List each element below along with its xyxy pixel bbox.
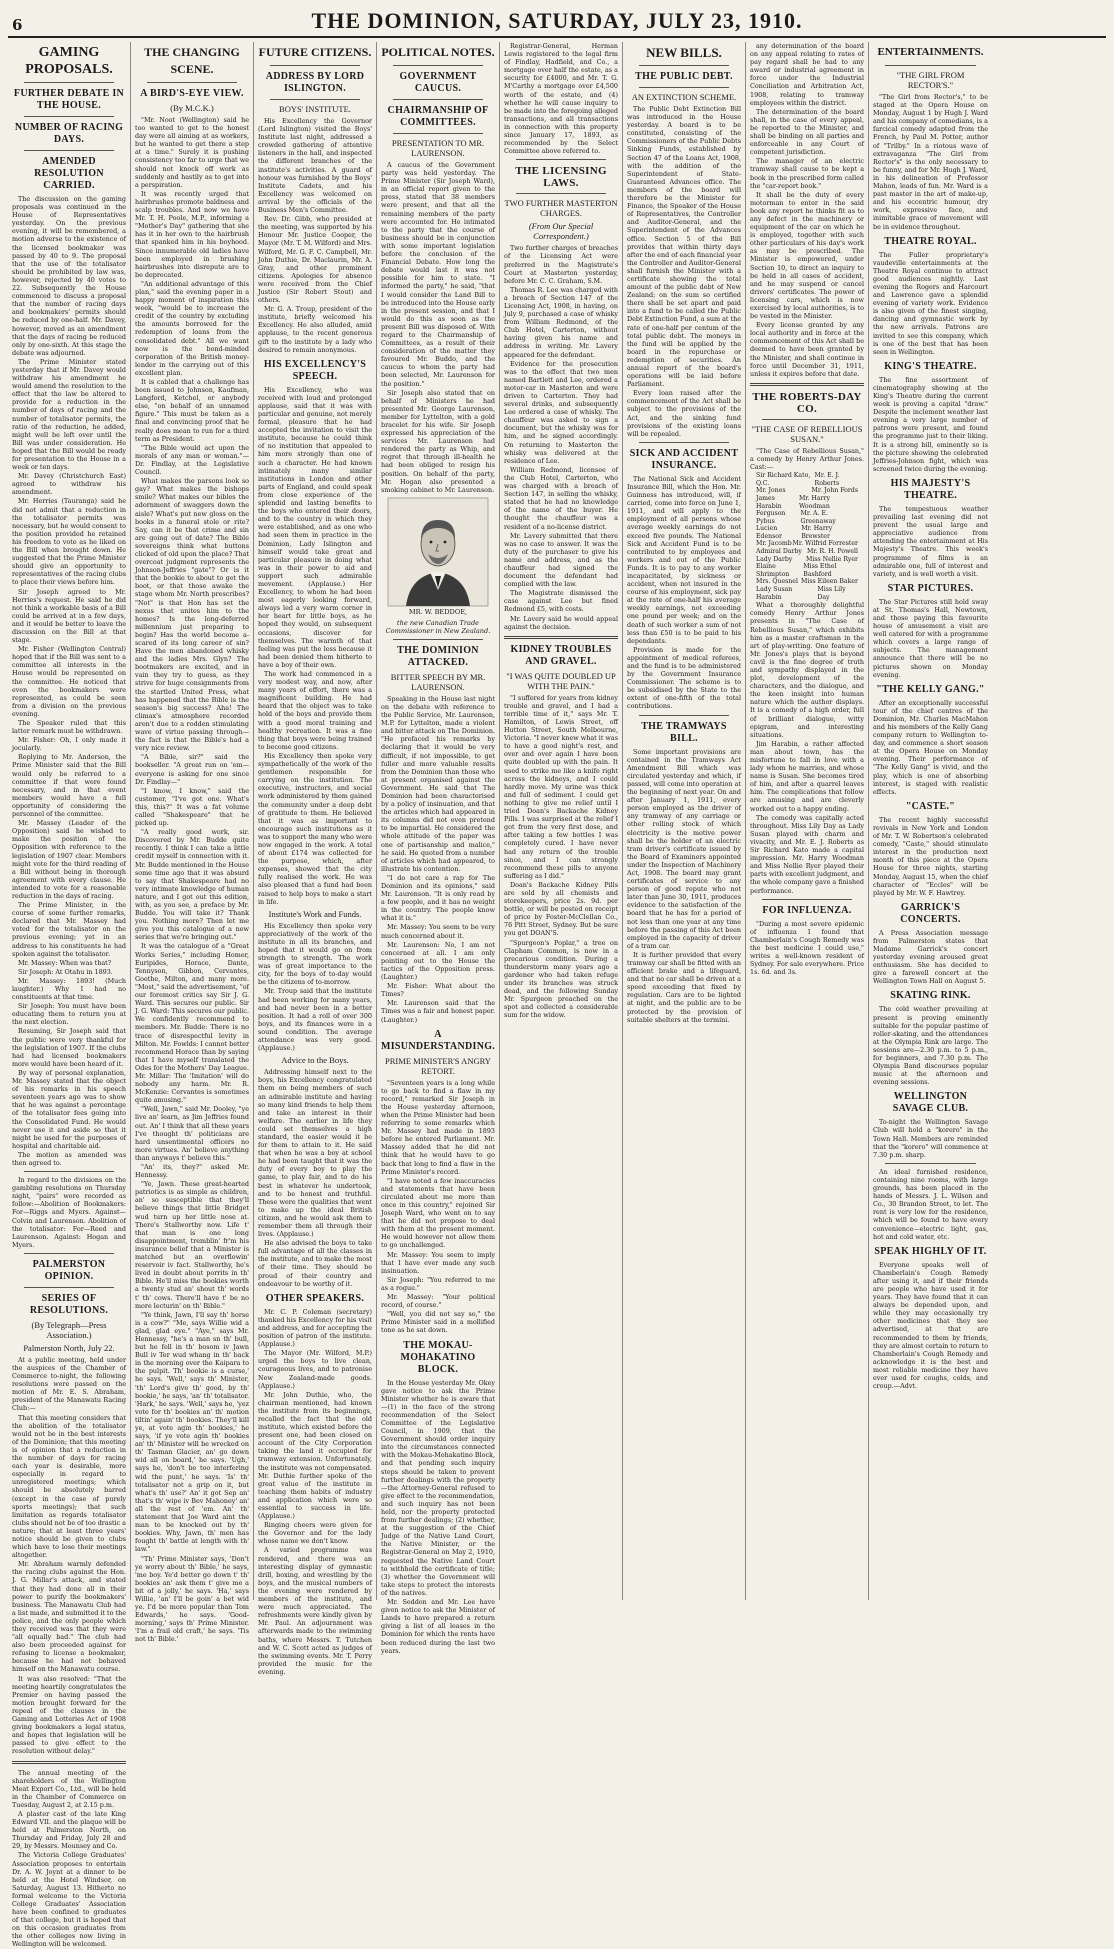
paragraph: Every license granted by any local authority and in force at the commencement of this Act shall be deemed to have been granted by the Minister, and shall continue in force until December 31, 1911, unless it expires before that date. [750,321,864,378]
article-body [873,699,988,796]
dateline: (By Telegraph—Press Association.) [31,1319,107,1340]
article-body [873,376,988,473]
subheading: BOYS' INSTITUTE. [279,104,351,114]
article-body [381,1379,495,1655]
article-body [627,748,741,1024]
paragraph: any determination of the board on any appeal relating to rates of pay regard shall be had to any award or industrial agreement in force under the Industrial Conciliation and Arbitration Act, 1908, relating to tramway employees within the district. [750,42,864,107]
subheading: AN EXTINCTION SCHEME. [631,92,737,102]
paragraph: Mr. Massey (Leader of the Opposition) said he wished to make the position of the Opposition with reference to the legislation of 1907 clear. Members might vote for the third reading of a Bill without being in thorough agreement with every clause. He intended to vote for a reasonable reduction in the days of racing. [12,819,126,900]
cast-role: Mr. Jones [756,487,786,495]
subheading: AMENDED RESOLUTION CARRIED. [34,156,104,191]
article-body [873,93,988,231]
cast-row [756,540,858,548]
paragraph: The recent highly successful revivals in New York and London of Mr. T. W. Robertson's celebrated comedy, "Caste," should stimulate interest in the production next month of this piece at the Opera House for three nights, starting Monday, August 15, when the chief character of "Eccles" will be played by Mr. W. F. Hawtrey. [873,815,988,897]
subheading: THE MOKAU-MOHAKATINO BLOCK. [400,1339,476,1375]
paragraph: Every loan raised after the commencement of the Act shall be subject to the provisions of the Act, and the sinking fund provisions of the existing loans will be repealed. [627,389,741,438]
headline: FUTURE CITIZENS. [258,45,372,59]
subheading: FURTHER DEBATE IN THE HOUSE. [13,88,125,111]
article-body [12,1356,126,1756]
paragraph: Sir Joseph: You must have been educating them to return you at the next election. [12,1002,126,1027]
paragraph: The Star Pictures still hold sway at St. Thomas's Hall, Newtown, and those paying this favourite house of amusement a visit are well catered for with a programme which covers a large range of subjects. The management announce that there will be no pictures shown on Monday evening. [873,597,988,679]
headline: THE CHANGING SCENE. [144,45,240,76]
paragraph: In the House yesterday Mr. Okey gave notice to ask the Prime Minister whether he is aware that—(1) in the face of the strong recommendation of the Select Committee of the Legislative Council, in 1909, that the Government should order inquiry into the circumstances connected with the Mokau-Mohakatino Block, and that pending such inquiry steps should be taken to prevent further dealings with the property—the Attorney-General refused to give effect to the recommendation, and such inquiry has not been held, nor the property protected from further dealings; (2) whether, at the suggestion of the Chief Judge of the Native Land Court, the Native Minister, or the Registrar-General on May 2, 1910, requested the Native Land Court to withhold the certificate of title; (3) whether the Government will take steps to protect the interests of the natives. [381,1378,495,1597]
cast-list [756,472,858,601]
subheading: KIDNEY TROUBLES AND GRAVEL. [510,643,612,667]
cast-actor: Mr. R. H. Powell [806,548,858,556]
article-body [381,695,495,1024]
paragraph: The Victoria College Graduates' Association proposes to entertain Dr. A. W. Joynt at a dinner to be held at the Hotel Windsor, on Saturday, August 13. Hitherto no formal welcome to the Victoria College Graduates' Association have been confined to graduates of that college, but it is hoped that on this occasion graduates from the other colleges now living in Wellington will be welcomed. [12,1851,126,1949]
article-body [873,505,988,578]
cast-actor: Miss Nellie Ryer [806,555,858,563]
paragraph: "Ye think, Jawn, I'll say th' horse is a cow?" "Me, says Willie wid a glad, glad eye." "Aye," says Mr. Hennessy, "he's a man sn th' bull, but he fell in th' bosom iv Jawn Bull iv Ter wud whang in th' back in the morning over the Kaipara to the pulpit. Th' bookie is a curse,' he says. 'Well,' says th' Minister, 'th' Lord's give th' good, by th' bookie,' he says, 'an' th' totalisator. 'Hark,' he says. 'Well,' says he, 'yez vote for th' bookies an' th' motion tiltin' again' th' bookies. They'll kill ye, at vote agin th' bookies,' he says, 'if ye vote agin th' bookies an' th' Minister will be wrecked on th' Tasman Glacier, an' go down wid all on board,' he says. 'Ugh,' says he, 'don't be too interfering wid the punt,' he says. 'Is' th' totalisator not a grip on it, but what's th' use?' An' it got Sep an' that's th' wipe iv Bev Mahoney' an' all the rest of 'em. An' th' statement that Joe Ward aint the man to be knocked out by th' bookies. Why, Jawn, th' men has fought th' battle at length with th' law." [135,1310,249,1554]
paragraph: "Well, you did not say so," the Prime Minister said in a mollified tone as he sat down. [381,1310,495,1335]
paragraph: It is cabled that a challenge has been issued to Johnson, Kaufman, Langford, Ketchel, or anybody else, "on behalf of an unnamed figure." This must be taken as a final and convincing proof that he really does mean to run for a third term as President. [135,378,249,443]
paragraph: It was the catalogue of a "Great Works Series," including Homer, Euripides, Horace, Dante, Tennyson, Gibbon, Cervantes, Goethe, Milton, and many more. "Most," said the advertisement, "of our foremost critics say Sir J. G. Ward. This secures our public. Sir J. G. Ward: This secures our public. We confidently recommend to members. Mr. Budde: There is no trace of disrespectful levity in Milton. Mr. Fowlds: I cannot better recommend Horace than by saying that I have myself translated the Odes for the Mothers' Day League. Mr. Millar: The 'Imitation' will do nobody any harm. Mr. R. McKenzie: Cervantes is sometimes quite amusing." [135,942,249,1105]
paragraph: Mr. Abraham warmly defended the racing clubs against the Hon. J. G. Millar's attack, and stated that they had done all in their power to purify the bookmakers' business. The Manawatu Club had a list made, and submitted it to the police, and the only people which they received was that they were "all equally bad." The club had also been proceeded against for refusing to license a bookmaker, because he had not behaved himself on the Manawatu course. [12,1560,126,1674]
subheading: PALMERSTON OPINION. [32,1258,106,1282]
paragraph: Mr. Laurenson: No, I am not concerned at all. I am only pointing out to the House the tactics of the Opposition press. (Laughter.) [381,940,495,982]
subheading: SKATING RINK. [890,990,971,1002]
cast-role: Mrs. Quesnel [756,578,798,586]
article-body [873,816,988,897]
paragraph: Jim Harabin, a rather affected man about town, has the misfortune to fall in love with a lady whom he marries, and whose name is Susan. She becomes tired of him, and after a quarrel leaves him. The complications that follow are amusing and are cleverly worked out to a happy ending. [750,739,864,813]
paragraph: The Prime Minister stated yesterday that if Mr. Davey would withdraw his amendment he would amend the resolution to the effect that the law be altered to provide for a reduction in the number of days of racing and the number of totalisator permits, the ratio of the reduction, he added, might well be left over until the Bill was under consideration. He hoped that the Bill would be ready for presentation to the House in a week or ten days. [12,357,126,472]
cast-actor: Mr. Harry Brewster [801,525,833,540]
paragraph: "I know, I know," said the customer, "I've got one. What's this, this?" It was a fat volume called "Shakespeare" that he picked up. [135,786,249,828]
cast-role: Lady Susan Harabin [756,586,793,601]
newspaper-title: THE DOMINION, SATURDAY, JULY 23, 1910. [311,8,803,33]
paragraph: Mr. Lavery submitted that there was no case to answer. It was the duty of the purchaser to give his name and address, and as the chauffeur had signed the document the defendant had complied with the law. [504,531,618,589]
article-body [258,1068,372,1288]
column-2 [131,42,254,1644]
cast-role: Lady Darby [756,555,793,563]
article-body [627,105,741,438]
paragraph: The determination of the board shall, in the case of every appeal, be reported to the Minister, and shall be binding on all parties and enforceable in any Court of competent jurisdiction. [750,107,864,157]
masthead [8,6,1106,38]
subheading: "I WAS QUITE DOUBLED UP WITH THE PAIN." [506,670,616,691]
paragraph: His Excellency then spoke very appreciatively of the work of the institute in all its branches, and hoped that it would go on from strength to strength. The work was of great importance to the city, for the boys of to-day would be the citizens of to-morrow. [258,921,372,987]
paragraph: "Mr. Noot (Wellington) said he too wanted to get to the honest day were all aiming at as workers, but he wanted to get there a step at a time." Surely it is pushing consistency too far to urge that we should not knock off work as suddenly and hastily as to get into a perspiration. [135,116,249,189]
article-body [627,475,741,711]
subheading: "CASTE." [905,800,956,812]
subheading: Institute's Work and Funds. [268,908,362,919]
cast-role: Lucien Edensor [756,525,782,540]
article-body [750,42,864,378]
article-body [873,1118,988,1158]
paragraph: Mr. Davey (Christchurch East) agreed to withdraw his amendment. [12,472,126,497]
paragraph: Registrar-General, Herman Lewis registered to the legal firm of Findlay, Hadfield, and Co., a mortgage over half the estate, as a security for £4000, and Mr. T. G. M'Carthy a mortgage over £4,500 worth of the estate, and (4) whether he will cause inquiry to be made into the foregoing alleged transactions, and all transactions in connection with this property since January 17, 1893, as recommended by the Select Committee above referred to. [504,42,618,156]
subheading: "THE KELLY GANG." [876,683,985,695]
paragraph: It shall be the duty of every motorman to enter in the said book any report he thinks fit as to any defect in the machinery or equipment of the car on which he is employed, together with such other particulars of his day's work as may be prescribed. The Minister is empowered, under Section 10, to direct an inquiry to be held in all cases of accident, and he may suspend or cancel drivers' certificates. The power of licensing cars, which is now exercised by local authorities, is to be vested in the Minister. [750,190,864,321]
paragraph: Mr. Massey: When was that? [18,958,112,967]
paragraph: Two further charges of breaches of the Licensing Act were preferred in the Magistrate's Court at Masterton yesterday, before Mr. C. C. Graham, S.M. [504,244,618,285]
paragraph: Mr. Fisher: What about the Times? [381,982,495,999]
paragraph: It was also resolved: "That the meeting heartily congratulates the Premier on having passed the motion brought forward for the repeal of the clauses in the Gaming and Lotteries Act of 1908 giving bookmakers a legal status, and hopes that legislation will be passed to give effect to the resolution without delay." [12,1674,126,1756]
subheading: THE ROBERTS-DAY CO. [752,390,862,415]
paragraph: The cold weather prevailing at present is proving eminently suitable for the popular pastime of roller-skating, and the attendances at the Olympia Rink are large. The sessions are—2.30 p.m. to 5 p.m., for beginners, and 7.30 p.m. The Olympia Band discourses popular music at the afternoon and evening sessions. [873,1005,988,1087]
article-body [258,922,372,1053]
article-body [750,601,864,894]
paragraph: An ideal furnished residence, containing nine rooms, with large grounds, has been placed in the hands of Messrs. J. L. Wilson and Co., 30 Brandon Street, to let. The rent is very low for the residence, which will be found to have every convenience—electric light, gas, hot and cold water, etc. [873,1167,988,1241]
cast-actor: Miss Ethel Bashford [803,563,837,578]
paragraph: Sir Joseph: At Otahu in 1893. [18,967,113,976]
paragraph: Provision is made for the appointment of medical referees, and the fund is to be administered by the Government Insurance Commissioner. The scheme is to be subsidised by the State to the extent of one-fifth of the total contributions. [627,645,741,711]
article-body [12,195,126,1167]
column-6 [623,42,746,1600]
paragraph: The annual meeting of the shareholders of the Wellington Meat Export Co., Ltd., will be held in the Chamber of Commerce on Tuesday, August 2, at 2.15 p.m. [12,1768,126,1809]
cast-actor: Mr. E. J. Roberts [814,472,840,487]
dateline: (From Our Special Correspondent.) [528,221,594,242]
paragraph: He also advised the boys to take full advantage of all the classes in the institute, and to make the most of their time. They should be proud of their country and endeavour to be worthy of it. [258,1239,372,1288]
article-body [504,694,618,1020]
cast-row [756,495,858,510]
dateline: Palmerston North, July 22. [23,1342,115,1353]
article-body [873,598,988,679]
paragraph: Evidence for the prosecution was to the effect that two men named Bartlett and Lee, ordered a motor-car in Masterton and were driven to Carterton. They had several drinks, and subsequently Lee ordered a case of whisky. The chauffeur was asked to sign a document, but the whisky was for him, and he signed accordingly. On returning to Masterton the whisky was delivered at the residence of Lee. [504,359,618,465]
paragraph: Mr. C. P. Coleman (secretary) thanked his Excellency for his visit and address, and for accepting the position of patron of the institute. (Applause.) [258,1307,372,1349]
paragraph: Mr. John Duthie, who, the chairman mentioned, had known the institute from its beginnings, recalled the fact that the old institute, which existed before the present one, had been closed on account of the City Corporation taking the land it occupied for tramway extension. Unfortunately, the institute was not compensated. Mr. Duthie further spoke of the great value of the institute in teaching them habits of industry and application which were so essential to success in life. (Applause.) [258,1390,372,1521]
column-7 [746,42,869,1600]
paragraph: Sir Joseph also stated that on behalf of Ministers he had presented Mr. George Laurenson, member for Lyttelton, with a gold bracelet for his wife. Sir Joseph expressed his appreciation of the services Mr. Laurenson had rendered the party as Whip, and regret that through ill-health he had been obliged to resign his position. On behalf of the party, Mr. Hogan also presented a smoking cabinet to Mr. Laurenson. [381,388,495,494]
paragraph: The comedy was capitally acted throughout. Miss Lily Day as Lady Susan played with charm and vivacity, and Mr. E. J. Roberts as Sir Richard Kato made a capital impression. Mr. Harry Woodman and Miss Nellie Ryer played their parts with excellent judgment, and the whole company gave a finished performance. [750,813,864,895]
subheading: NUMBER OF RACING DAYS. [14,122,124,145]
paragraph: A plaster cast of the late King Edward VII. and the plaque will be held at Palmerston North, on Thursday and Friday, July 28 and 29, by Messrs. Mounsey and Co. [12,1809,126,1851]
paragraph: The Fuller proprietary's vaudeville entertainments at the Theatre Royal continue to attract good audiences nightly. Last evening the Rogers and Harcourt and Lawrence gave a splendid evening of variety work. Evidence is also given of the finest singing, dancing and gymnastic work by the new arrivals. Patrons are invited to see this company, which is one of the best that has been seen in Wellington. [873,250,988,356]
article-body [873,929,988,986]
portrait-engraving [388,498,488,606]
paragraph: Mr. Massey: You seem to be very much concerned about it. [381,923,495,940]
subheading: GOVERNMENT CAUCUS. [399,71,477,94]
paragraph: What a thoroughly delightful comedy Henry Arthur Jones presents in "The Case of Rebellious Susan," which exhibits him as a master craftsman in the art of play-writing. One feature of Mr. Jones's plays that is beyond cavil is the fine degree of truth and sympathy displayed in the plot, development of the characters, and the dialogue, and the keen insight into human nature which the author displays. It is a comedy of a high order, full of brilliant dialogue, witty epigram, and interesting situations. [750,601,864,739]
subheading: SPEAK HIGHLY OF IT. [874,1245,987,1257]
article-body [12,1769,126,1949]
article-body [258,1308,372,1676]
column-8 [869,42,992,1600]
subheading: THEATRE ROYAL. [884,235,977,247]
article-body [750,447,864,471]
paragraph: Mr. Troup said that the institute had been working for many years, and had never been in a better position. It had a roll of over 300 boys, and its finances were in a sound condition. The average attendance was very good. (Applause.) [258,987,372,1053]
subheading: STAR PICTURES. [887,582,974,594]
paragraph: The manager of an electric tramway shall cause to be kept a book in the prescribed form called the "car-report book." [750,157,864,190]
paragraph: The tempestuous weather prevailing last evening did not prevent the usual large and appreciative audience from attending the entertainment at His Majesty's Theatre. This week's programme of films is an admirable one, full of interest and variety, and is well worth a visit. [873,504,988,578]
paragraph: Mr. Herries (Tauranga) said he did not admit that a reduction in the totalisator permits was necessary, but he would consent to the position provided he retained his freedom to vote as he liked on the Bill when brought down. He suggested that the Prime Minister should give an opportunity to representatives of the racing clubs to place their views before him. [12,497,126,587]
paragraph: "A Bible, sir?" said the bookseller. "A great run on 'em—everyone is asking for one since Dr. Findlay—" [135,753,249,786]
paragraph: The Prime Minister, in the course of some further remarks, declared that Mr. Massey had voted for the totalisator on the previous evening; yet in an address to his constituents he had spoken against the totalisator. [12,901,126,958]
paragraph: William Redmond, licensee of the Club Hotel, Carterton, who was charged with a breach of Section 147, in selling the whisky, stated that he had no knowledge of the name of the buyer. He thought the chauffeur was a resident of a no-license district. [504,465,618,531]
paragraph: His Excellency, who was received with loud and prolonged applause, said that it was with particular and genuine, not merely formal, pleasure that he had accepted the invitation to visit the institute, because he could think of no institution that appealed to him more strongly than one of such a character. He had known intimately many similar institutions in London and other parts of England, and could speak from close experience of the splendid and lasting benefits to the boys who entered their doors, and to the country in which they were established, and as one who had seen them in practice in the Dominion, Lady Islington and himself would take great and particular pleasure in doing what was in their power to aid and support such admirable movement. (Applause.) Her Excellency, to whom he had been most eagerly looking forward, always led a very warm corner in her heart for little boys, as he hoped they would, on subsequent occasions, discover for themselves. The warmth of that feeling was put the less because it had been denied them hitherto to have a boy of their own. [258,385,372,669]
paragraph: After an exceptionally successful tour of the chief centres of the Dominion, Mr. Charles MacMahon and his members of the Kelly Gang company return to Wellington to-day, and commence a short season at the Opera House on Monday evening. Their performance of "The Kelly Gang" is vivid, and the play, which is one of absorbing interest, is staged with realistic effects. [873,698,988,796]
paragraph: It was recently urged that hairbrushes promote baldness and scalp troubles. And now we have Mr. T. H. Poole, M.P., informing a "Mother's Day" gathering that she has it in her own to the hairbrush that spanked him in his boyhood. Since innumerable old ladies have been employed in brushing hairbrushes into disrepute are to be deprecated. [135,189,249,279]
paragraph: His Excellency the Governor (Lord Islington) visited the Boys' Institute last night, addressed a crowded gathering of attentive listeners in the hall, and inspected the different branches of the institute's activities. A guard of honour was furnished by the Boys' Institute Cadets, and his Excellency was welcomed on arrival by the officials of the Business Men's Committee. [258,117,372,215]
cast-actor: Miss Lily Day [817,586,846,601]
cast-row [756,525,858,540]
column-5 [500,42,623,1600]
cast-role: Mr. Jacomb [756,540,792,548]
cast-actor: Mr. A. E. Greenaway [800,510,836,525]
article-body [258,386,372,906]
paragraph: "The Girl from Rector's," to be staged at the Opera House on Monday, August 1 by Hugh J. Ward and his company of comedians, is a farcical comedy adapted from the French, by Paul M. Potter, author of "Trilby." In a riotous wave of extravaganza "The Girl from Rector's" is the only necessary to be funny, and for Mr. Hugh J. Ward, in his delineation of Professor Mahon, leads of fun. Mr. Ward is a past master in the art of make-up, and his eccentric humour, dry work, expressive face, and inimitable grace of movement will be in evidence throughout. [873,93,988,231]
article-body [873,1005,988,1086]
cast-row [756,472,858,487]
subheading: FOR INFLUENZA. [762,904,852,916]
headline: GAMING PROPOSALS. [25,45,113,77]
cast-row [756,578,858,586]
subheading: "THE CASE OF REBELLIOUS SUSAN." [751,423,863,444]
subheading: SICK AND ACCIDENT INSURANCE. [629,447,739,471]
paragraph: "A really good work, sir. Discovered by Mr. Budde quite recently. I think I can take a little credit myself in connection with it. Mr. Budde mentioned in the House some time ago that it was absurd to say that Shakespeare had no very intimate knowledge of human nature, and I got out this edition, with, as you see, a preface by Mr. Budde. You will take it? Thank you. Nothing more? Then let me give you this catalogue of a new series that we're bringing out." [135,828,249,942]
subheading: TWO FURTHER MASTERTON CHARGES. [504,198,618,219]
cast-row [756,548,858,556]
portrait-caption: MR. W. BEDDOE, [408,607,468,616]
paragraph: Mr. Fisher (Wellington Central) hoped that if the Bill was sent to a committee all interests in the House would be represented on the committee. He noticed that even the bookmakers were represented, as could be seen from a division on the previous evening. [12,645,126,718]
paragraph: The motion as amended was then agreed to. [12,1150,126,1167]
cast-row [756,556,858,564]
paragraph: Thomas R. Lee was charged with a breach of Section 147 of the Licensing Act, 1908, in having, on July 9, purchased a case of whisky from William Redmond, of the Club Hotel, Carterton, without having given his name and address in writing. Mr. Lavery appeared for the defendant. [504,285,618,359]
cast-actor: Mr. Wilfrid Forrester [792,540,858,548]
paragraph: Mr. Massey: You seem to imply that I have ever made any such insinuation. [381,1250,495,1275]
subheading: PRIME MINISTER'S ANGRY RETORT. [385,1055,491,1076]
subheading: SERIES OF RESOLUTIONS. [29,1292,109,1316]
paragraph: The discussion on the gaming proposals was continued in the House of Representatives yesterday. On the previous evening, it will be remembered, a motion adverse to the existence of the licensed bookmaker was passed by 40 to 9. The proposal that the use of the totalisator should be prohibited by law was, however, rejected by 40 votes to 22. Subsequently the House commenced to discuss a proposal that the number of racing days and bookmakers' permits should be reduced by one-half. Mr. Davey, however, moved as an amendment that the days of racing be reduced only by one-sixth. At this stage the debate was adjourned. [12,195,126,357]
subheading: A BIRD'S-EYE VIEW. [140,88,244,99]
paragraph: "Well, Jawn," said Mr. Dooley, "ye live an' learn, as Jim Jeffries found out. An' I think that all these years I've thought th' politicians are hard unsentimental officers no more virtues. An' believe anything than anyways t' believe this." [135,1105,249,1162]
paragraph: A Press Association message from Palmerston states that Madame Garrick's concert yesterday evening aroused great enthusiasm. She has decided to give a farewell concert at the Wellington Town Hall on August 5. [873,928,988,986]
cast-actor: Mr. Harry Woodman [798,494,830,510]
paragraph: The Speaker ruled that this latter remark must be withdrawn. [12,719,126,736]
subheading: GARRICK'S CONCERTS. [900,901,961,925]
paragraph: "I suffered for years from kidney trouble and gravel, and I had a terrible time of it," says Mr. T. Hamilton, of Lewis Street, off Hutton Street, South Melbourne, Victoria. "I never knew what it was to have a good night's rest, and over and over again I have been quite doubled up with the pain. It used to strike me like a knife right across the kidneys, and I could hardly move. My urine was thick and full of sediment. I could get nothing to give me relief until I tried Doan's Backache Kidney Pills. I was surprised at the relief I got from the very first dose, and after taking a few bottles I was completely cured. I have never had any return of the trouble since, and I can strongly recommend these pills to anyone suffering as I did." [504,693,618,880]
cast-row [756,586,858,601]
paragraph: Addressing himself next to the boys, his Excellency congratulated them on being members of such an admirable institute and having so many kind friends to help them and take an interest in their welfare. The earlier in life they could set themselves a high standard, the easier would it be for them to attain to it. He said that when he was a boy at school he had been taught that it was the duty of every boy to play the game, to play fair, and to do his best in whatever he undertook, and to be honest and truthful. These were the qualities that went to make up the ideal British citizen, and he would ask them to remember them all through their lives. (Applause.) [258,1068,372,1239]
subheading: HIS EXCELLENCY'S SPEECH. [263,358,367,382]
paragraph: Mr. Massey: 1893! (Much laughter.) Why I had no constituents at that time. [12,976,126,1002]
portrait-caption-detail: the new Canadian Trade Commissioner in New Zealand. [385,618,491,635]
article-body [12,1176,126,1249]
subheading: PRESENTATION TO MR. LAURENSON. [391,138,485,158]
article-body [873,1168,988,1241]
paragraph: A varied programme was rendered, and there was an interesting display of gymnastic drill, boxing, and wrestling by the boys, and the musical numbers of the evening were rendered by members of the institute, and were much appreciated. The refreshments were kindly given by Mr. Paul. An adjournment was afterwards made to the swimming baths, where Messrs. T. Tutchen and W. C. Scott acted as judges of the swimming events. Mr. T. Perry provided the music for the evening. [258,1546,372,1676]
paragraph: At a public meeting, held under the auspices of the Chamber of Commerce to-night, the following resolutions were passed on the motion of Mr. E. S. Abraham, president of the Manawatu Racing Club:— [12,1355,126,1413]
paragraph: The work had commenced in a very modest way, and now, after many years of effort, there was a magnificent building. He had heard that the object was to take hold of the boys and provide them with a good moral training and healthy recreation. It was a fine thing that boys were being trained to become good citizens. [258,670,372,751]
headline: POLITICAL NOTES. [381,45,495,59]
headline: ENTERTAINMENTS. [877,46,984,58]
subheading: OTHER SPEAKERS. [265,1292,365,1304]
column-4 [377,42,500,1655]
paragraph: To-night the Wellington Savage Club will hold a "korero" in the Town Hall. Members are reminded that the "korero" will commence at 7.30 p.m. sharp. [873,1118,988,1159]
cast-role: Ferguson Pybus [756,510,786,525]
subheading: Advice to the Boys. [281,1055,349,1066]
subheading: THE LICENSING LAWS. [515,165,607,190]
paragraph: "Th' Prime Minister says, 'Don't ye worry about th' Bible,' he says, 'me boy. Ye'd better go down t' th' bookies an' ask them t' give me a bit of a jolly,' he says. 'Ha,' says Willie, 'an' I'll be goin' a bet wid ye. I'd be more popular than Tom Edwards,' he says. 'Good-morning,' says th' Prime Minister. 'I'm a frail old craft,' he says. 'Tis not th' Bible.' [135,1554,249,1644]
paragraph: "I do not care a rap for The Dominion and its opinions," said Mr. Laurenson. "It is only read by a few people, and it has no weight in the country. The people know what it is." [381,873,495,923]
subheading: ADDRESS BY LORD ISLINGTON. [265,71,365,94]
cast-row [756,510,858,525]
paragraph: Mr. G. A. Troup, president of the institute, briefly welcomed his Excellency. He also alluded, amid applause, to the recent generous gift to the institute by a lady who desired to remain anonymous. [258,305,372,354]
paragraph: Doan's Backache Kidney Pills are sold by all chemists and storekeepers, price 2s. 9d. per bottle, or will be posted on receipt of price by Foster-McClellan Co., 76 Pitt Street, Sydney. But be sure you get DOAN'S. [504,880,618,938]
cast-role: Sir Richard Kato, Q.C. [756,472,811,487]
article-body [873,1261,988,1391]
article-body [504,244,618,630]
paragraph: Mr. Seddon and Mr. Lee have given notice to ask the Minister of Lands to have prepared a return giving a list of all leases in the Dominion for which the rents have been reduced during the last two years. [381,1598,495,1655]
paragraph: By way of personal explanation, Mr. Massey stated that the object of his remarks in his speech seventeen years ago was to show that he was against a percentage of the totalisator fees going into the Consolidated Fund. He would never use it and aside so that it might be used for the purposes of hospital and charitable aid. [12,1068,126,1150]
article-body [381,1079,495,1335]
paragraph: His Excellency then spoke very sympathetically of the work of the gentlemen responsible for carrying on the institution. The executive, instructors, and social work administered by them gained the community under a deep debt of gratitude to them. He believed that it was as important to encourage such institutions as it was to support the many who were now engaged in the work. A total of about £174 was collected for the purpose, which, after expenses, showed that the city fully realised the work. He was also pleased that a fund had been raised to help boys to make a start in life. [258,751,372,906]
cast-role: James Harabin [756,494,782,510]
subheading: THE DOMINION ATTACKED. [397,644,479,668]
paragraph: The National Sick and Accident Insurance Bill, which the Hon. Mr. Guinness has introduced, will, if carried, come into force on June 1, 1911, and will apply to the employment of all persons whose average weekly earnings do not exceed five pounds. The National Sick and Accident Fund is to be contributed to by employees and workers and out of the Public Funds. It is to pay to any worker incapacitated, by sickness or accident, when not insured in the course of his employment, sick pay at the rate of one-half his average weekly earnings, not exceeding one pound per week; and on the death of such worker a sum of not less than £50 is to be paid to his dependants. [627,474,741,645]
article-body [873,251,988,356]
article-body [135,116,249,1644]
paragraph: "An additional advantage of this plan," said the evening paper in a happy moment of inspiration this week, "would be to increase the credit of the country by excluding the amounts borrowed for the redemption of loans from the consolidated debt." All we want now is the bond-minded corporation of the British money-lender in the carrying out of this excellent plan. [135,279,249,377]
paragraph: Sir Joseph: "You referred to me as a rogue." [381,1275,495,1292]
headline: NEW BILLS. [646,45,722,60]
paragraph: Mr. Fisher: Oh, I only made it jocularly. [12,736,126,753]
paragraph: "An' its, they?" asked Mr. Hennessy. [135,1163,249,1180]
subheading: "THE GIRL FROM RECTOR'S." [896,70,965,90]
paragraph: The Magistrate dismissed the case against Lee but fined Redmond £5, with costs. [504,589,618,614]
byline: (By M.C.K.) [170,103,214,113]
page-number: 6 [12,16,23,34]
paragraph: "The Case of Rebellious Susan," a comedy by Henry Arthur Jones. Cast:— [750,446,864,472]
paragraph: "The Bible would act upon the morals of any man or woman."—Dr. Findlay, at the Legislative Council. [135,443,249,477]
paragraph: What makes the parsons look so gay? What makes the bishops smile? What makes our bibles the adornment of swaggers down the aisle? What's put new gloss on the books in a funeral stole or rite? Say, can it be that crime and sin are going out of date? The Bible sovereigns think what buttons clicked of old upon the place? That overcoat judgment represents the Johnson-Jeffries "gate"? Or is it that the bookie to about to get the boot, or that those awake the stage whom Mr. North prescribes? "Not" is that Hon has set the nexus that unites him to the homes? Is the long-deferred millennium just preparing to begin? Has the world become a-scared of its long career of sin? Have the men abandoned whisky and the ladies Mrs. Glyn? The bootmakers are excited, and in vain they try to guess, as they strive for huge consignments from the startled United Press, what has happened that the Bible is the season's big success? Aha! The climax's atmosphere recorded aren't due to a rodden stimulating wave of virtue passing through—the fact is that the Bible's had a very nice review. [135,477,249,753]
subheading: A MISUNDERSTANDING. [381,1028,496,1052]
column-3 [254,42,377,1676]
paragraph: Sir Joseph agreed to Mr. Herries's request. He said he did not think a workable basis of a Bill could be arrived at in a few days, and it would be better to leave the discussion on the Bill at that stage. [12,587,126,645]
subheading: BITTER SPEECH BY MR. LAURENSON. [390,671,486,692]
article-body [258,117,372,354]
subheading: THE PUBLIC DEBT. [635,71,733,82]
paragraph: Rev. Dr. Gibb, who presided at the meeting, was supported by his Honour Mr. Justice Cooper, the Mayor (Mr. T. M. Wilford) and Mrs. Wilford, Mr. G. F. C. Campbell, Mr. John Duthie, Dr. Maclaurin, Mr. A. Gray, and other prominent citizens. Apologies for absence were received from the Chief Justice (Sir Robert Stout) and others. [258,215,372,305]
paragraph: Mr. Massey: "Your political record, of course." [381,1293,495,1310]
subheading: THE TRAMWAYS BILL. [641,720,727,744]
paragraph: A caucus of the Government party was held yesterday. The Prime Minister (Sir Joseph Ward), in an official report given to the press, stated that 38 members were present, and that all the remaining members of the party were accounted for. He intimated to the party that the course of business should be in conjunction with some important legislation before the conclusion of the Financial Debate. How long the debate would last it was not possible for him to state. "I informed the party," he said, "that I would consider the Land Bill to be introduced into the House early in the present session, and that I would do this as soon as the present Bill was disposed of. With regard to the Chairmanship of Committees, as a result of their consideration of the matter they favoured Mr. Buddo, and the caucus to whom the party had been selected, Mr. Laurenson for the position." [381,161,495,388]
paragraph: It is further provided that every tramway car shall be fitted with an efficient brake and a lifeguard, and that no car shall be driven at a speed exceeding that fixed by regulation. Cars are to be lighted at night, and the public are to be protected by the provision of suitable shelters at the termini. [627,950,741,1024]
paragraph: The Public Debt Extinction Bill was introduced in the House yesterday. A board is to be constituted, consisting of the Commissioners of the Public Debts Sinking Funds, established by Section 47 of the Loans Act, 1908, with the addition of the Superintendent of State-Guaranteed Advances office. The members of the board will therefore be the Minister for Finance, the Speaker of the House of Representatives, the Controller and Auditor-General, and the Superintendent of the Advances office. Section 5 of the Bill provides that within thirty days after the end of each financial year the Controller and Auditor-General shall furnish the Minister with a certificate showing the total amount of the public debt of New Zealand; on the sum so certified there shall be set apart and paid into a fund to be called the Public Debt Extinction Fund, a sum at the rate of one-half per centum of the total public debt. The moneys in the fund will be applied by the board in the repurchase or redemption of securities. An annual report of the board's operations will be laid before Parliament. [627,105,742,389]
cast-row [756,487,858,495]
paragraph: Resuming, Sir Joseph said that the public were very thankful for the legislation of 1907. If the clubs had had licensed bookmakers more would have been heard of it. [12,1027,126,1068]
cast-role: Admiral Darby [756,548,802,556]
article-body [504,42,618,155]
article-body [750,920,864,977]
paragraph: In regard to the divisions on the gambling resolutions on Thursday night, "pairs" were recorded as follow:—Abolition of Bookmakers: For—Riggs and Myers. Against—Colvin and Laurenson. Abolition of the totalisator: For—Reed and Laurenson. Against: Hogan and Myers. [12,1176,126,1249]
subheading: CHAIRMANSHIP OF COMMITTEES. [387,105,489,128]
article-body [381,161,495,494]
paragraph: Speaking in the House last night on the debate with reference to the Public Service, Mr. Laurenson, M.P. for Lyttelton, made a violent and bitter attack on The Dominion. "He prefaced his remarks by declaring that it would be very difficult, if not impossible, to get fuller and more valuable results from the Dominion than those who at present organised against the Government. He said that The Dominion had been characterised by a policy of insinuation, and that the articles which had appeared in its columns did not even pretend to be impartial. He considered the whole attitude of the paper was one of partisanship and malice," he said. He quoted from a number of articles which had appeared, to illustrate his contention. [381,694,495,873]
paragraph: "Seventeen years is a long while to go back to find a flaw in my record," remarked Sir Joseph in the House yesterday afternoon, when the Prime Minister had been referring to some remarks which Mr. Massey had made in 1893 before he entered Parliament. Mr. Massey added that he did not think that he would have to go back that long to find a flaw in the Prime Minister's record. [381,1078,495,1176]
subheading: WELLINGTON SAVAGE CLUB. [892,1091,969,1115]
paragraph: "I have noted a few inaccuracies and statements that have been circulated about me more than once in this country," rejoined Sir Joseph Ward, who went on to say that he did not propose to deal with them at the present moment. He would however not allow them to go unchallenged. [381,1176,495,1250]
cast-role: Elaine Shrimpton [756,563,790,578]
columns [8,42,1106,1949]
paragraph: Some important provisions are contained in the Tramways Act Amendment Bill which was circulated yesterday and which, if passed, will come into operation at the beginning of next year. On and after January 1, 1911, every person employed as the driver of any tramway of any carriage or other rolling stock of which electricity is the motive power shall be the holder of an electric tram driver's certificate issued by the Board of Examiners appointed under the Inspection of Machinery Act, 1908. The board may grant certificates of service to any person of good repute who not later than June 30, 1911, produces evidence to the satisfaction of the board that he has for a period of not less than one year at any time before the passing of this Act been employed in the capacity of driver of a tram car. [627,747,741,950]
paragraph: Everyone speaks well of Chamberlain's Cough Remedy after using it, and if their friends are people who have used it for years. They have found that it can always be depended upon, and while they may occasionally try other medicines that they see advertised, at that are recommended to them by friends, they are almost certain to return to Chamberlain's Cough Remedy and acknowledge it is the best and most reliable medicine they have ever used for coughs, colds, and croup.—Advt. [873,1260,988,1391]
paragraph: "Ye, Jawn. These great-hearted patriotics is as simple as children, an' so susceptible that they'll believe things that little Bridget wud turn up her little nose at. There's Stallworthy now. Life t' that man is one long disappointment, tremblin' fr'm his insurance belief that a Minister is matched but an overflowin' reservoir iv fact. Stallworthy, he's lived in doubt about porrits in th' Bible. He'll miss the bookies worth a twenty stud an' shout th' words t' th' cows. There'll have t' be no more lecturin' on th' Bible." [135,1180,249,1310]
cast-actor: Miss Eileen Baker [801,578,858,586]
cast-row [756,563,858,578]
paragraph: Mr. Laurenson said that the Times was a fair and honest paper. (Laughter.) [381,999,495,1024]
paragraph: That this meeting considers that the abolition of the totalisator would not be in the best interests of the Dominion; that this meeting is of opinion that a reduction in the number of days for racing each year is desirable, more especially in regard to unregistered meetings; which should be absolutely barred (except in the case of purely sports meetings); that such limitation as regards totalisator clubs should not be of too drastic a nature; that at least three years' notice should be given to clubs which have to lose their meetings altogether. [12,1413,126,1560]
paragraph: The Mayor (Mr. Wilford, M.P.) urged the boys to live clean, courageous lives, and to patronise New Zealand-made goods. (Applause.) [258,1349,372,1390]
column-1 [8,42,131,1949]
paragraph: "Spurgeon's Poplar," a tree on Clapham Common, is now in a precarious condition. During a thunderstorm many years ago a gardener who had taken refuge under its branches was struck dead, and the following Sunday Mr. Spurgeon preached on the spot and collected a considerable sum for the widow. [504,938,618,1020]
paragraph: Ringing cheers were given for the Governor and for the lady whose name we don't know. [258,1521,372,1546]
cast-actor: Mr. John Fords [811,487,858,495]
paragraph: The fine assortment of cinematography showing at the King's Theatre during the current week is proving a capital "draw." Despite the inclement weather last evening a very large number of patrons were present, and found the programme just to their liking. It is a strong bill, eminently so is the picture showing the celebrated Jeffries-Johnson fight, which was screened twice during the evening. [873,375,988,473]
subheading: HIS MAJESTY'S THEATRE. [890,477,971,501]
subheading: KING'S THEATRE. [884,360,977,372]
paragraph: Mr. Lavery said he would appeal against the decision. [504,614,618,631]
paragraph: "During a most severe epidemic of influenza I found that Chamberlain's Cough Remedy was the best medicine I could use," writes a well-known resident of Sydney. For sale everywhere. Price 1s. 6d. and 3s. [750,919,864,977]
paragraph: Replying to Mr. Anderson, the Prime Minister said that the Bill would only be referred to a committee if that were found necessary, and in that event members would have a full opportunity of considering the personnel of the committee. [12,753,126,819]
